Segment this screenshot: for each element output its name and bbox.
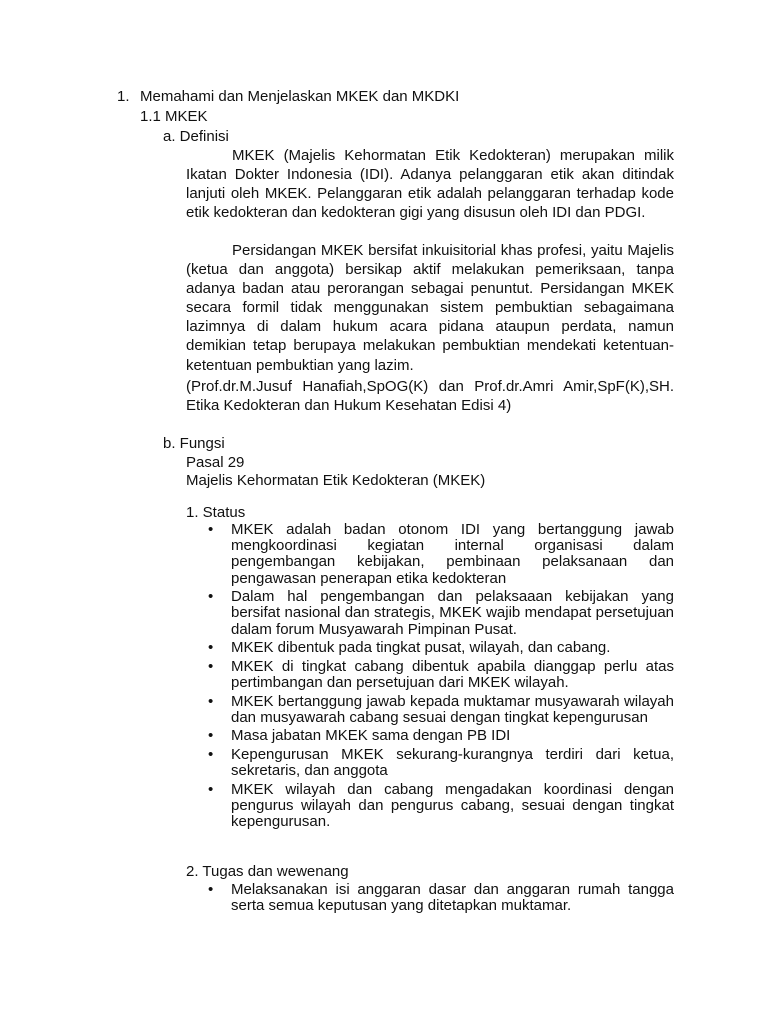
bullet-icon: • — [208, 745, 214, 763]
fungsi-heading: b. Fungsi — [163, 435, 225, 452]
bullet-icon: • — [208, 521, 214, 538]
bullet-icon: • — [208, 588, 214, 606]
fungsi-subtitle: Majelis Kehormatan Etik Kedokteran (MKEK) — [186, 472, 486, 489]
section-number: 1. — [117, 88, 130, 105]
list-item: • MKEK wilayah dan cabang mengadakan koordinasi dengan pengurus wilayah dan pengurus cabang, sesuai dengan tingkat kepengurusan. — [208, 780, 674, 831]
definisi-heading: a. Definisi — [163, 128, 229, 145]
subsection-title: 1.1 MKEK — [140, 108, 208, 125]
definisi-paragraph-1: MKEK (Majelis Kehormatan Etik Kedokteran) merupakan milik Ikatan Dokter Indonesia (IDI). Adanya pelanggaran etik akan ditindak lanjuti oleh MKEK. Pelanggaran etik adalah pelanggaran terhadap kode etik kedokteran dan kedokteran gigi yang disusun oleh IDI dan PDGI. — [186, 147, 674, 222]
bullet-icon: • — [208, 780, 214, 798]
citation: (Prof.dr.M.Jusuf Hanafiah,SpOG(K) dan Prof.dr.Amri Amir,SpF(K),SH. Etika Kedokteran dan Hukum Kesehatan Edisi 4) — [186, 378, 674, 415]
bullet-icon: • — [208, 657, 214, 675]
pasal-label: Pasal 29 — [186, 454, 245, 471]
list-item: • MKEK bertanggung jawab kepada muktamar musyawarah wilayah dan musyawarah cabang sesuai dengan tingkat kepengurusan — [208, 692, 674, 726]
list-item: • MKEK adalah badan otonom IDI yang bertanggung jawab mengkoordinasi kegiatan internal organisasi dalam pengembangan kebijakan, pembinaan pelaksanaan dan pengawasan penerapan etika kedokteran — [208, 521, 674, 587]
list-item: • Kepengurusan MKEK sekurang-kurangnya terdiri dari ketua, sekretaris, dan anggota — [208, 745, 674, 780]
bullet-icon: • — [208, 727, 214, 745]
section-title: Memahami dan Menjelaskan MKEK dan MKDKI — [140, 88, 460, 105]
tugas-heading: 2. Tugas dan wewenang — [186, 863, 349, 880]
list-item: • Melaksanakan isi anggaran dasar dan anggaran rumah tangga serta semua keputusan yang ditetapkan muktamar. — [208, 881, 674, 915]
list-item: • MKEK di tingkat cabang dibentuk apabila dianggap perlu atas pertimbangan dan persetujuan dari MKEK wilayah. — [208, 657, 674, 691]
tugas-list — [186, 882, 674, 917]
bullet-icon: • — [208, 639, 214, 657]
status-list — [186, 522, 674, 833]
list-item: • MKEK dibentuk pada tingkat pusat, wilayah, dan cabang. — [208, 639, 611, 657]
status-heading: 1. Status — [186, 504, 246, 521]
bullet-icon: • — [208, 881, 214, 898]
list-item: • Dalam hal pengembangan dan pelaksaaan kebijakan yang bersifat nasional dan strategis, MKEK wajib mendapat persetujuan dalam forum Musyawarah Pimpinan Pusat. — [208, 588, 674, 638]
list-item: • Masa jabatan MKEK sama dengan PB IDI — [208, 727, 511, 745]
bullet-icon: • — [208, 692, 214, 710]
definisi-paragraph-2: Persidangan MKEK bersifat inkuisitorial khas profesi, yaitu Majelis (ketua dan anggota) bersikap aktif melakukan pemeriksaan, tanpa adanya badan atau perorangan sebagai penuntut. Persidangan MKEK secara formil tidak menggunakan sistem pembuktian sebagaimana lazimnya di dalam hukum acara pidana ataupun perdata, namun demikian tetap berupaya melakukan pembuktian mendekati ketentuan-ketentuan pembuktian yang lazim. — [186, 242, 674, 374]
